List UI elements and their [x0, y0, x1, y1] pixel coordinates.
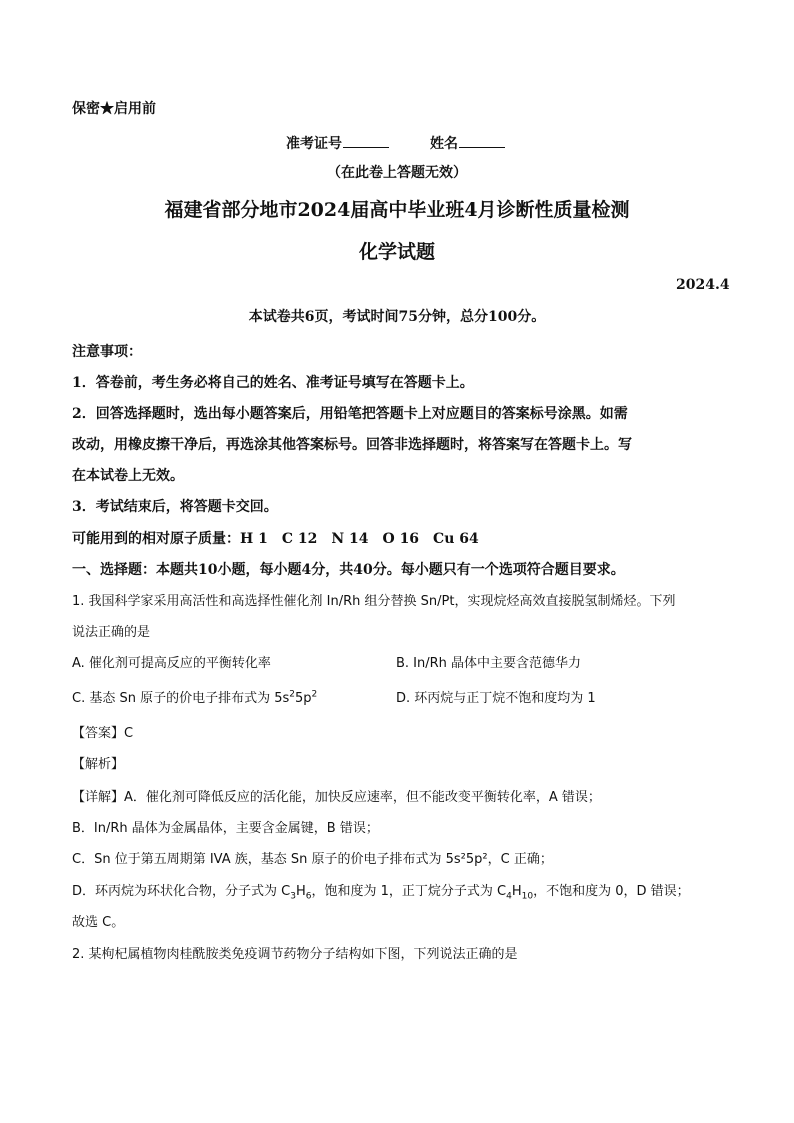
notes-heading: 注意事项：	[72, 344, 142, 360]
note-item-2-line-3: 在本试卷上无效。	[72, 468, 184, 484]
exam-title: 福建省部分地市2024届高中毕业班4月诊断性质量检测	[164, 199, 630, 221]
confidential-label: 保密★启用前	[72, 101, 156, 117]
note-item-3: 3．考试结束后，将答题卡交回。	[72, 499, 278, 515]
q1-detail-a: 【详解】A．催化剂可降低反应的活化能，加快反应速率，但不能改变平衡转化率，A 错误；	[72, 790, 601, 805]
q1-stem-line-1: 1. 我国科学家采用高活性和高选择性催化剂 In/Rh 组分替换 Sn/Pt，实现烷烃高效直接脱氢制烯烃。下列	[72, 594, 676, 609]
subject-title: 化学试题	[358, 241, 435, 263]
exam-info: 本试卷共6页，考试时间75分钟，总分100分。	[248, 309, 546, 325]
q1-option-b: B. In/Rh 晶体中主要含范德华力	[396, 656, 582, 671]
note-item-1: 1．答卷前，考生务必将自己的姓名、准考证号填写在答题卡上。	[72, 375, 474, 391]
q1-detail-d-part-2: H	[295, 884, 306, 899]
name-blank	[459, 135, 505, 148]
exam-id-blank	[343, 135, 389, 148]
exam-id-label: 准考证号	[286, 136, 342, 152]
q1-answer	[72, 722, 133, 741]
q1-stem-line-2: 说法正确的是	[72, 625, 151, 640]
q1-option-c-sup-2: 2	[311, 689, 318, 700]
q1-detail-b: B．In/Rh 晶体为金属晶体，主要含金属键，B 错误；	[72, 821, 379, 836]
name-field	[430, 133, 505, 153]
q1-answer-label: 【答案】	[72, 726, 125, 741]
note-item-2-line-1: 2．回答选择题时，选出每小题答案后，用铅笔把答题卡上对应题目的答案标号涂黑。如需	[72, 406, 628, 422]
invalid-note: （在此卷上答题无效）	[327, 165, 467, 181]
q1-analysis-label: 【解析】	[72, 757, 125, 772]
q1-option-c-mid: 5p	[295, 691, 312, 706]
section-1-heading: 一、选择题：本题共10小题，每小题4分，共40分。每小题只有一个选项符合题目要求。	[72, 562, 625, 578]
q1-detail-d	[72, 880, 690, 902]
atomic-masses: 可能用到的相对原子质量：H 1 C 12 N 14 O 16 Cu 64	[72, 531, 479, 547]
exam-id-field	[286, 133, 389, 153]
name-label: 姓名	[430, 136, 458, 152]
q1-detail-d-sub-4: 10	[521, 891, 534, 902]
q1-answer-value: C	[124, 726, 134, 741]
q1-conclusion: 故选 C。	[72, 915, 125, 930]
note-item-2-line-2: 改动，用橡皮擦干净后，再选涂其他答案标号。回答非选择题时，将答案写在答题卡上。写	[72, 437, 632, 453]
q1-option-a: A. 催化剂可提高反应的平衡转化率	[72, 656, 271, 671]
q2-stem: 2. 某枸杞属植物肉桂酰胺类免疫调节药物分子结构如下图，下列说法正确的是	[72, 947, 518, 962]
q1-option-c-sup-1: 2	[289, 689, 296, 700]
q1-option-d: D. 环丙烷与正丁烷不饱和度均为 1	[396, 691, 596, 706]
q1-detail-d-part-3: ，饱和度为 1，正丁烷分子式为 C	[311, 884, 507, 899]
q1-detail-d-part-1: D．环丙烷为环状化合物，分子式为 C	[72, 884, 291, 899]
q1-detail-d-part-5: ，不饱和度为 0，D 错误；	[533, 884, 690, 899]
q1-detail-d-part-4: H	[511, 884, 522, 899]
q1-detail-d-sub-3: 4	[506, 891, 512, 902]
exam-date: 2024.4	[676, 277, 730, 293]
q1-detail-c: C．Sn 位于第五周期第 IVA 族，基态 Sn 原子的价电子排布式为 5s²5p²，C 正确；	[72, 852, 553, 867]
q1-detail-d-sub-1: 3	[290, 891, 296, 902]
q1-detail-d-sub-2: 6	[305, 891, 312, 902]
q1-option-c	[72, 687, 317, 706]
q1-option-c-prefix: C. 基态 Sn 原子的价电子排布式为 5s	[72, 691, 290, 706]
